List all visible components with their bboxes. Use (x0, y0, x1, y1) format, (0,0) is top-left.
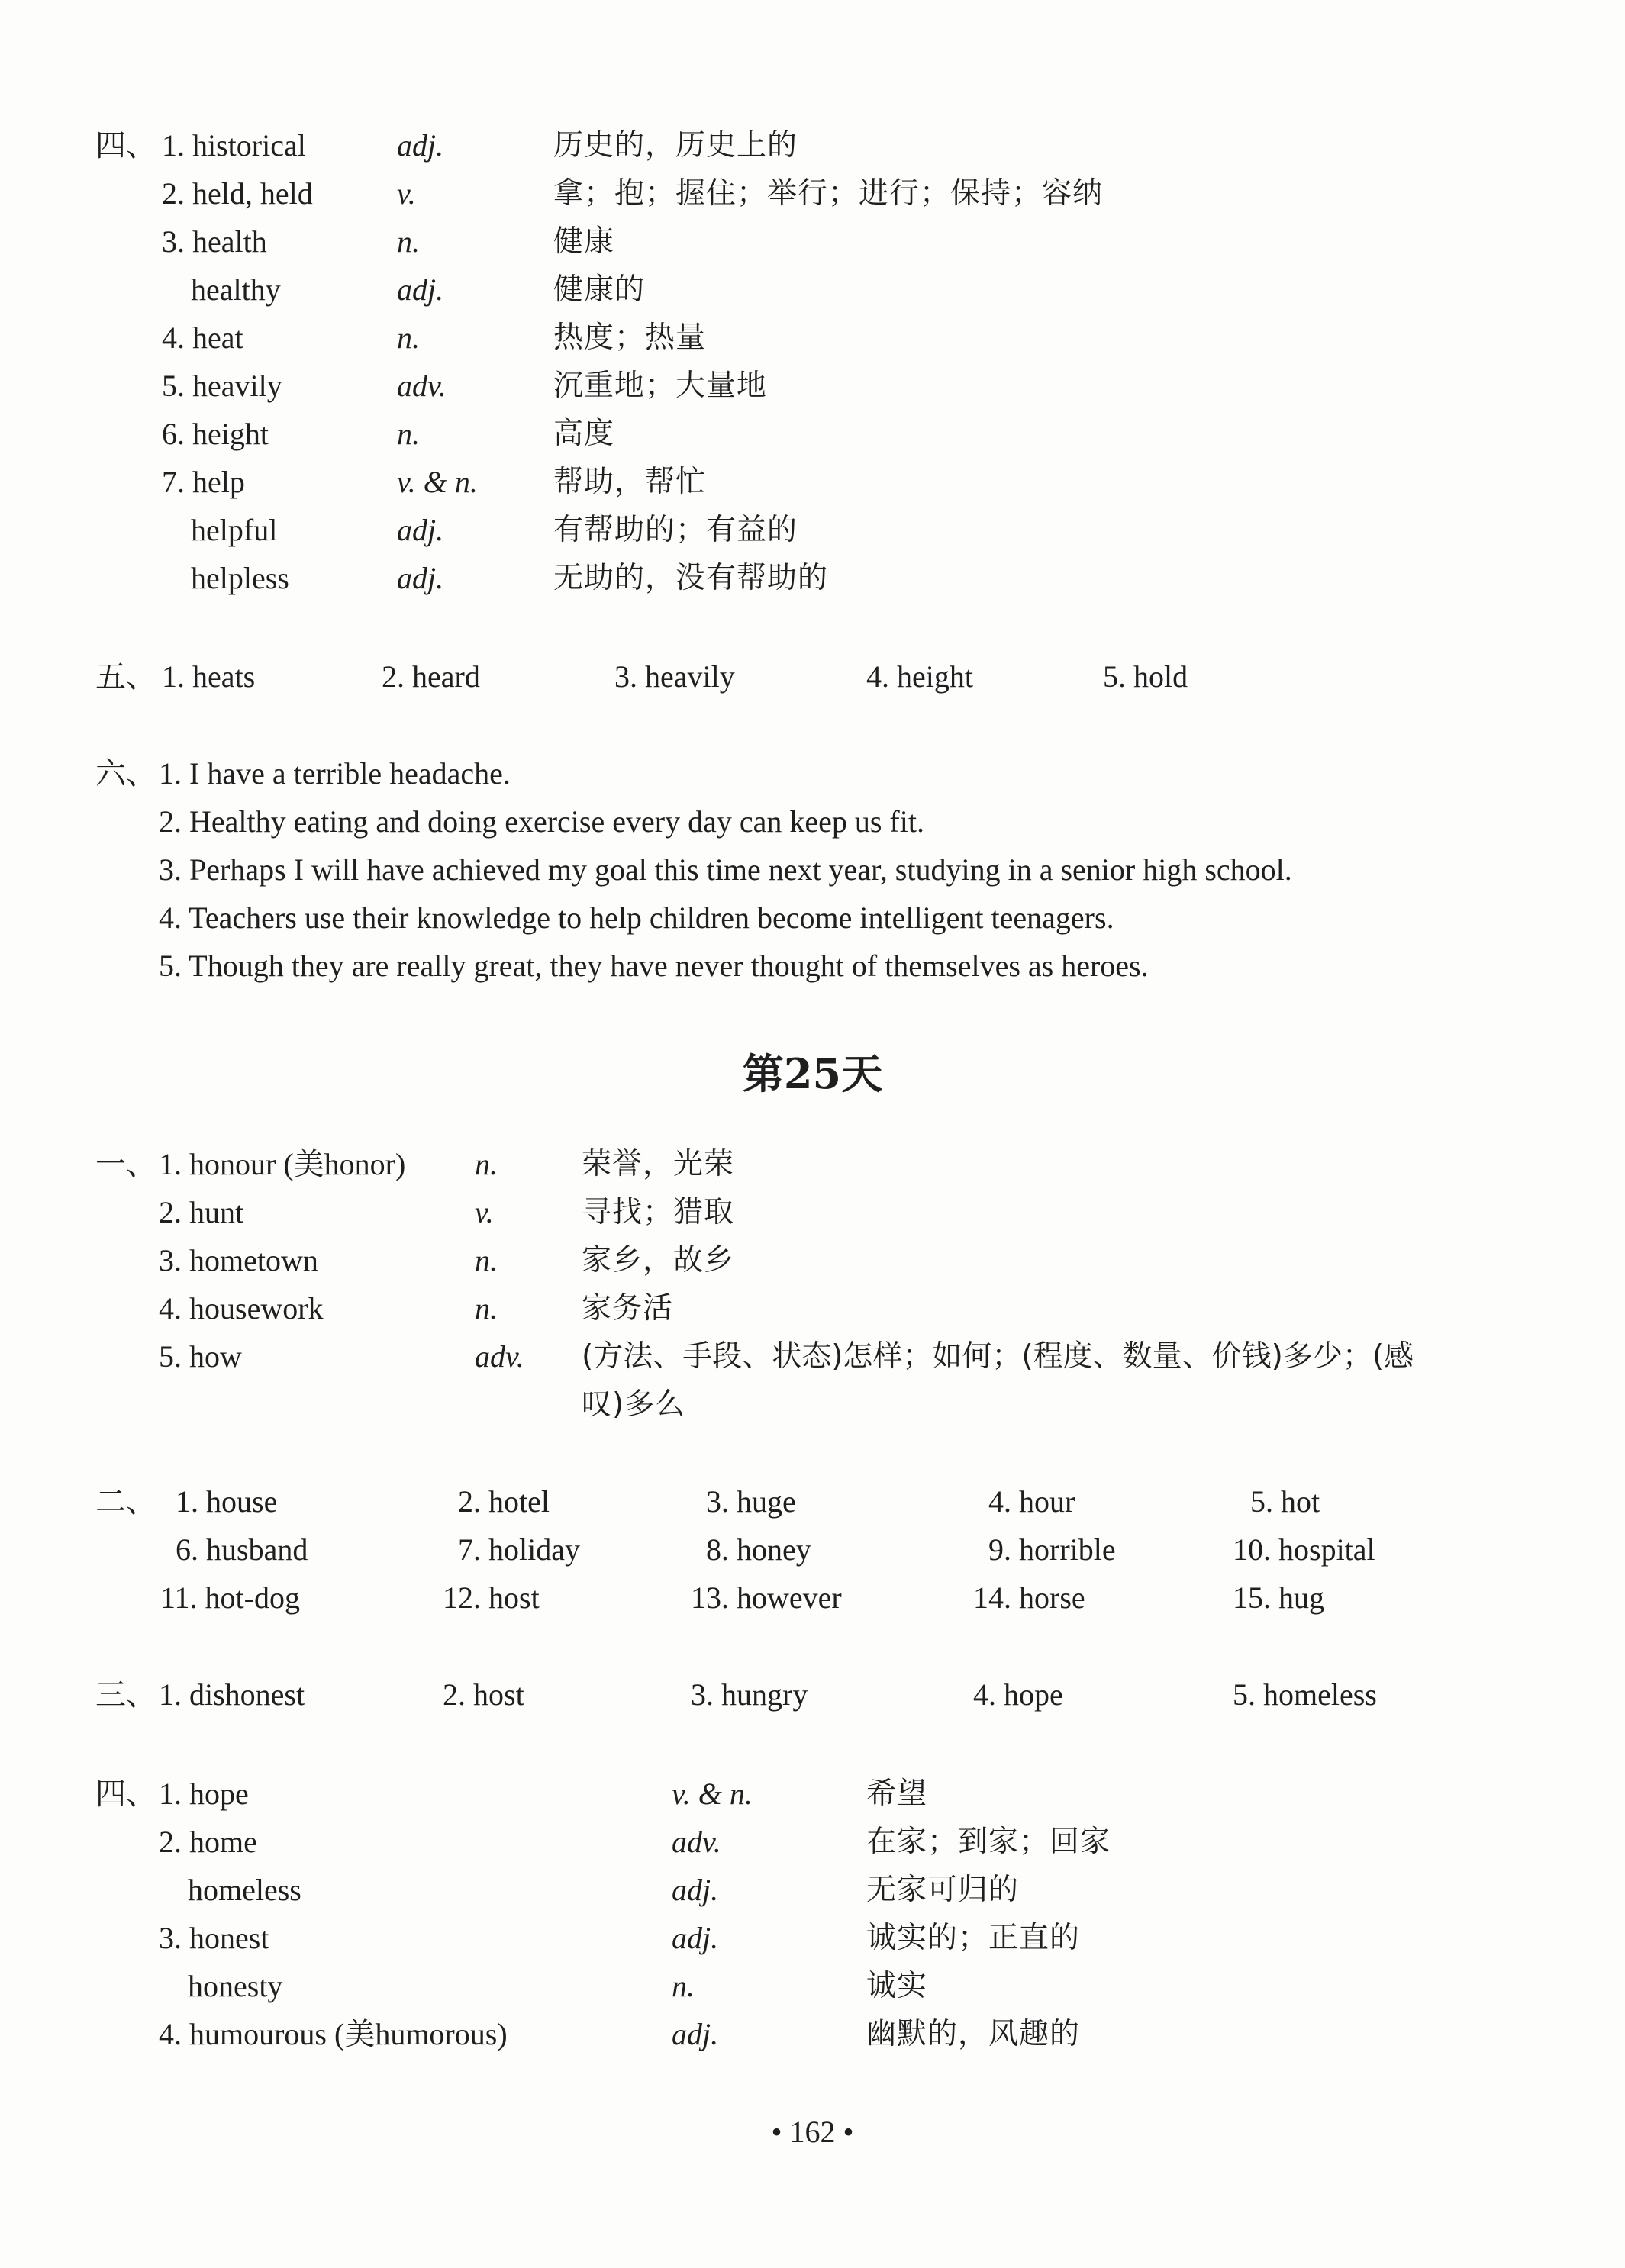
answer-item: 5. homeless (1233, 1677, 1377, 1712)
vocab-row (0, 1915, 1625, 1962)
answer-item: 4. height (866, 659, 973, 694)
meaning: 幽默的，风趣的 (866, 2017, 1081, 2051)
part-of-speech: n. (475, 1291, 498, 1326)
part-of-speech: v. & n. (672, 1777, 753, 1811)
item-number: 6. (162, 417, 185, 451)
vocab-row (0, 1285, 1625, 1332)
vocab-row (0, 1819, 1625, 1866)
meaning: 健康 (553, 224, 615, 259)
part-of-speech: adj. (397, 128, 444, 163)
sentence-row (0, 750, 1625, 797)
vocab-row-continuation (0, 1381, 1625, 1429)
item-number: 1. (159, 1147, 182, 1181)
vocab-word: humourous (美humorous) (189, 2017, 508, 2051)
vocab-word: how (189, 1339, 242, 1374)
item-number: 2. (159, 1825, 182, 1859)
part-of-speech: adj. (672, 1873, 719, 1907)
word-row (0, 1478, 1625, 1525)
part-of-speech: adj. (397, 513, 444, 547)
part-of-speech: adv. (397, 369, 447, 403)
vocab-row (0, 555, 1625, 602)
item-number: 1. (162, 128, 185, 163)
item-number: 1. (159, 1777, 182, 1811)
answer-item: 3. huge (706, 1484, 796, 1519)
vocab-word: held, held (192, 176, 313, 211)
answer-item: 12. host (443, 1580, 540, 1615)
section-mark: 二、 (95, 1484, 156, 1519)
vocab-word: help (192, 465, 245, 499)
answer-item: 2. host (443, 1677, 524, 1712)
part-of-speech: adv. (672, 1825, 721, 1859)
vocab-word: helpful (191, 513, 278, 547)
answer-item: 7. holiday (458, 1532, 580, 1567)
meaning: 拿；抱；握住；举行；进行；保持；容纳 (553, 176, 1104, 211)
vocab-word: honest (189, 1921, 269, 1955)
meaning-continuation: 叹)多么 (582, 1387, 686, 1422)
vocab-word: housework (189, 1291, 324, 1326)
answer-item: 14. horse (973, 1580, 1085, 1615)
part-of-speech: v. (475, 1195, 494, 1229)
vocab-row (0, 411, 1625, 458)
vocab-row (0, 1189, 1625, 1236)
answer-item: 1. dishonest (159, 1677, 305, 1712)
sentence: 4. Teachers use their knowledge to help children become intelligent teenagers. (159, 900, 1114, 935)
part-of-speech: adv. (475, 1339, 524, 1374)
answer-item: 2. hotel (458, 1484, 550, 1519)
meaning: 家务活 (582, 1291, 674, 1326)
word-row (0, 1526, 1625, 1574)
part-of-speech: adj. (397, 272, 444, 307)
sentence-row (0, 942, 1625, 990)
answer-item: 6. husband (176, 1532, 308, 1567)
section-mark: 六、 (95, 756, 156, 791)
part-of-speech: v. (397, 176, 416, 211)
vocab-word: honesty (188, 1969, 283, 2003)
item-number: 3. (162, 224, 185, 259)
meaning: 历史的，历史上的 (553, 128, 798, 163)
meaning: 有帮助的；有益的 (553, 513, 798, 547)
item-number: 2. (159, 1195, 182, 1229)
day25-section-3-answers (0, 1671, 1625, 1719)
answer-item: 9. horrible (988, 1532, 1116, 1567)
item-number: 5. (159, 1339, 182, 1374)
answer-item: 5. hold (1103, 659, 1188, 694)
item-number: 4. (159, 2017, 182, 2051)
answer-item: 11. hot-dog (160, 1580, 300, 1615)
vocab-row (0, 459, 1625, 506)
part-of-speech: n. (397, 321, 420, 355)
item-number: 4. (159, 1291, 182, 1326)
answer-item: 8. honey (706, 1532, 811, 1567)
item-number: 7. (162, 465, 185, 499)
vocab-word: heavily (192, 369, 282, 403)
section-mark: 四、 (95, 128, 156, 163)
vocab-row (0, 170, 1625, 217)
vocab-word: hope (189, 1777, 249, 1811)
vocab-row (0, 314, 1625, 362)
answer-item: 5. hot (1250, 1484, 1320, 1519)
vocab-row (0, 1867, 1625, 1914)
answer-item: 4. hour (988, 1484, 1075, 1519)
answer-item: 1. house (176, 1484, 278, 1519)
vocab-word: homeless (188, 1873, 301, 1907)
meaning: 高度 (553, 417, 615, 451)
meaning: 诚实的；正直的 (866, 1921, 1081, 1955)
section-mark: 四、 (95, 1777, 156, 1812)
part-of-speech: adj. (672, 1921, 719, 1955)
vocab-row (0, 507, 1625, 554)
vocab-word: honour (美honor) (189, 1147, 406, 1181)
vocab-word: home (189, 1825, 257, 1859)
answer-item: 1. heats (162, 659, 256, 694)
section-mark: 一、 (95, 1147, 156, 1182)
vocab-word: hometown (189, 1243, 318, 1277)
answer-item: 13. however (691, 1580, 842, 1615)
section-mark: 五、 (95, 659, 156, 694)
vocab-word: historical (192, 128, 306, 163)
item-number: 3. (159, 1921, 182, 1955)
vocab-word: helpless (191, 561, 289, 595)
vocab-row (0, 362, 1625, 410)
meaning: 热度；热量 (553, 321, 707, 355)
meaning: (方法、手段、状态)怎样；如何；(程度、数量、价钱)多少；(感 (582, 1339, 1414, 1374)
vocab-row (0, 122, 1625, 169)
part-of-speech: adj. (397, 561, 444, 595)
meaning: 寻找；猎取 (582, 1195, 735, 1229)
vocab-row (0, 266, 1625, 314)
section-mark: 三、 (95, 1677, 156, 1712)
meaning: 希望 (866, 1777, 928, 1811)
meaning: 诚实 (866, 1969, 928, 2003)
vocab-row (0, 1770, 1625, 1818)
meaning: 帮助，帮忙 (553, 465, 707, 499)
page-number: • 162 • (771, 2115, 854, 2149)
vocab-row (0, 218, 1625, 266)
part-of-speech: adj. (672, 2017, 719, 2051)
answer-item: 4. hope (973, 1677, 1063, 1712)
vocab-word: hunt (189, 1195, 244, 1229)
vocab-word: health (192, 224, 267, 259)
meaning: 沉重地；大量地 (553, 369, 768, 403)
item-number: 5. (162, 369, 185, 403)
part-of-speech: n. (397, 417, 420, 451)
vocab-word: healthy (191, 272, 281, 307)
meaning: 无家可归的 (866, 1873, 1020, 1907)
answer-item: 2. heard (382, 659, 480, 694)
sentence: 3. Perhaps I will have achieved my goal this time next year, studying in a senior high school. (159, 852, 1292, 887)
answer-item: 10. hospital (1233, 1532, 1375, 1567)
meaning: 健康的 (553, 272, 646, 307)
day-title: 第25天 (742, 1049, 883, 1098)
part-of-speech: n. (672, 1969, 695, 2003)
part-of-speech: n. (397, 224, 420, 259)
word-row (0, 1574, 1625, 1622)
meaning: 荣誉，光荣 (582, 1147, 735, 1181)
sentence: 5. Though they are really great, they have never thought of themselves as heroes. (159, 949, 1149, 983)
vocab-row (0, 1141, 1625, 1188)
section-5-answers (0, 653, 1625, 701)
vocab-word: heat (192, 321, 243, 355)
item-number: 3. (159, 1243, 182, 1277)
meaning: 家乡，故乡 (582, 1243, 735, 1277)
sentence-row (0, 846, 1625, 894)
answer-item: 3. heavily (614, 659, 735, 694)
item-number: 4. (162, 321, 185, 355)
part-of-speech: n. (475, 1243, 498, 1277)
vocab-word: height (192, 417, 269, 451)
part-of-speech: n. (475, 1147, 498, 1181)
sentence: 2. Healthy eating and doing exercise every day can keep us fit. (159, 804, 924, 839)
vocab-row (0, 1237, 1625, 1284)
sentence-row (0, 798, 1625, 846)
answer-item: 3. hungry (691, 1677, 808, 1712)
meaning: 在家；到家；回家 (866, 1825, 1111, 1859)
meaning: 无助的，没有帮助的 (553, 561, 829, 595)
item-number: 2. (162, 176, 185, 211)
part-of-speech: v. & n. (397, 465, 478, 499)
vocab-row (0, 1963, 1625, 2010)
vocab-row (0, 2011, 1625, 2058)
sentence-row (0, 894, 1625, 942)
answer-item: 15. hug (1233, 1580, 1324, 1615)
sentence: 1. I have a terrible headache. (159, 756, 511, 791)
vocab-row (0, 1333, 1625, 1380)
